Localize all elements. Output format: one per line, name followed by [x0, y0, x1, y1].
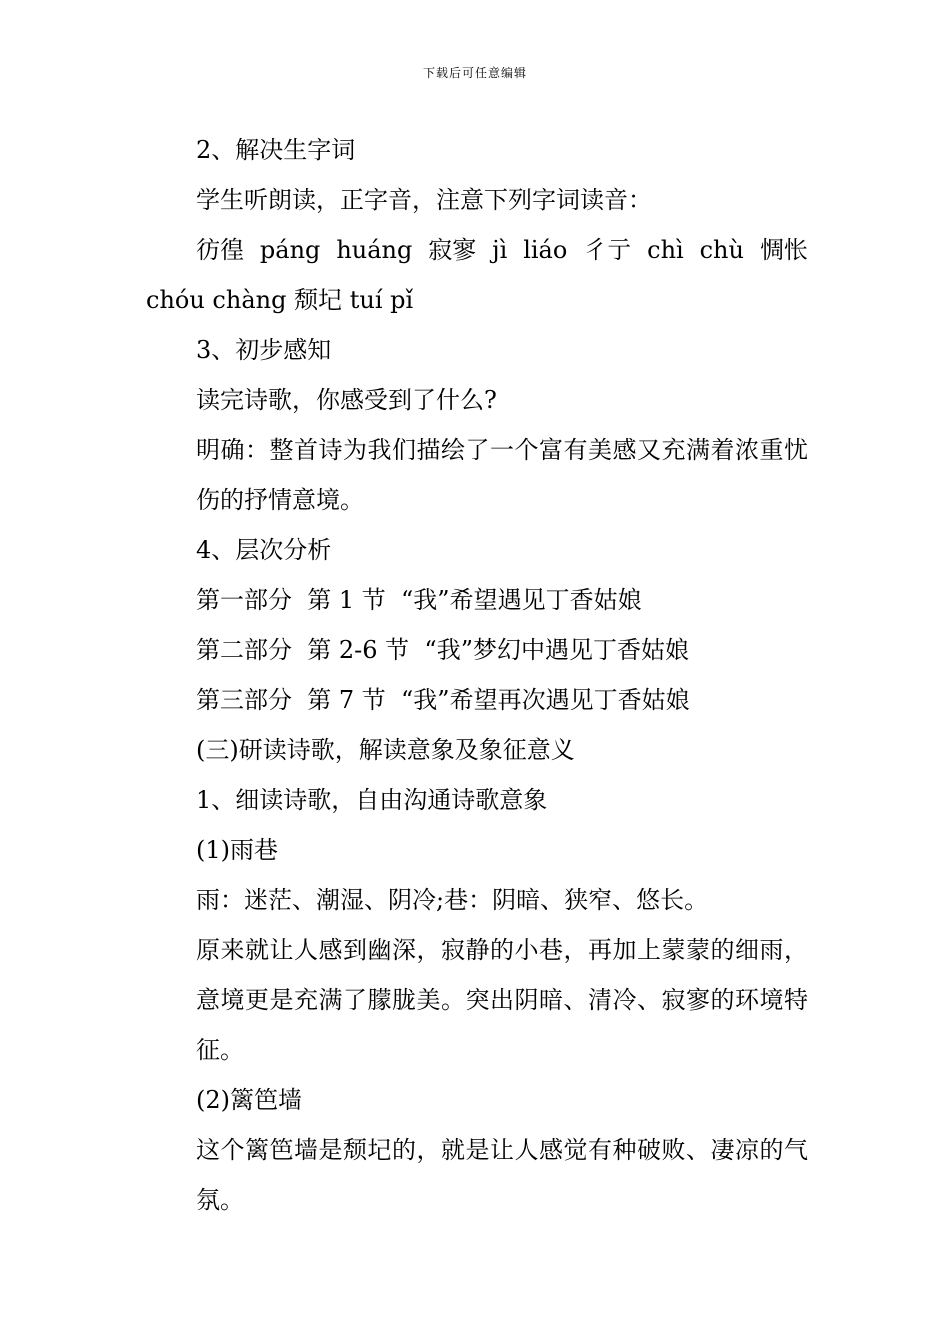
- vocab-word: 彷徨: [196, 236, 244, 264]
- paragraph: 学生听朗读，正字音，注意下列字词读音：: [196, 186, 652, 214]
- paragraph: 读完诗歌，你感受到了什么?: [196, 386, 497, 414]
- section-heading: 2、解决生字词: [196, 136, 356, 164]
- section-heading: 1、细读诗歌，自由沟通诗歌意象: [196, 786, 548, 814]
- structure-item: 第二部分 第 2-6 节 “我”梦幻中遇见丁香姑娘: [196, 636, 689, 664]
- structure-item: 第三部分 第 7 节 “我”希望再次遇见丁香姑娘: [196, 686, 690, 714]
- page-header: 下载后可任意编辑: [422, 66, 527, 80]
- vocab-pinyin: liáo: [523, 236, 568, 264]
- vocab-word: 彳亍: [583, 236, 632, 264]
- section-heading: (三)研读诗歌，解读意象及象征意义: [196, 736, 575, 764]
- vocab-pinyin: páng: [259, 236, 321, 264]
- vocab-pinyin: chù: [699, 236, 744, 264]
- paragraph: 明确：整首诗为我们描绘了一个富有美感又充满着浓重忧伤的抒情意境。: [196, 436, 808, 514]
- document-body: [146, 125, 808, 1225]
- vocab-pinyin: chì: [647, 236, 684, 264]
- vocab-word: 惆怅: [759, 236, 808, 264]
- vocab-pinyin: huáng: [336, 236, 413, 264]
- vocab-pinyin: jì: [492, 236, 508, 264]
- section-heading: 3、初步感知: [196, 336, 332, 364]
- paragraph: 这个篱笆墙是颓圮的，就是让人感觉有种破败、凄凉的气氛。: [196, 1136, 808, 1214]
- vocab-line-continued: chóu chàng 颓圮 tuí pǐ: [146, 286, 414, 314]
- vocab-line: [146, 225, 808, 275]
- subsection-heading: (2)篱笆墙: [196, 1086, 302, 1114]
- vocab-word: 寂寥: [428, 236, 477, 264]
- paragraph: 原来就让人感到幽深，寂静的小巷，再加上蒙蒙的细雨，意境更是充满了朦胧美。突出阴暗、清冷、寂寥的环境特征。: [196, 936, 808, 1064]
- section-heading: 4、层次分析: [196, 536, 332, 564]
- structure-item: 第一部分 第 1 节 “我”希望遇见丁香姑娘: [196, 586, 642, 614]
- paragraph: 雨：迷茫、潮湿、阴冷;巷：阴暗、狭窄、悠长。: [196, 886, 709, 914]
- subsection-heading: (1)雨巷: [196, 836, 278, 864]
